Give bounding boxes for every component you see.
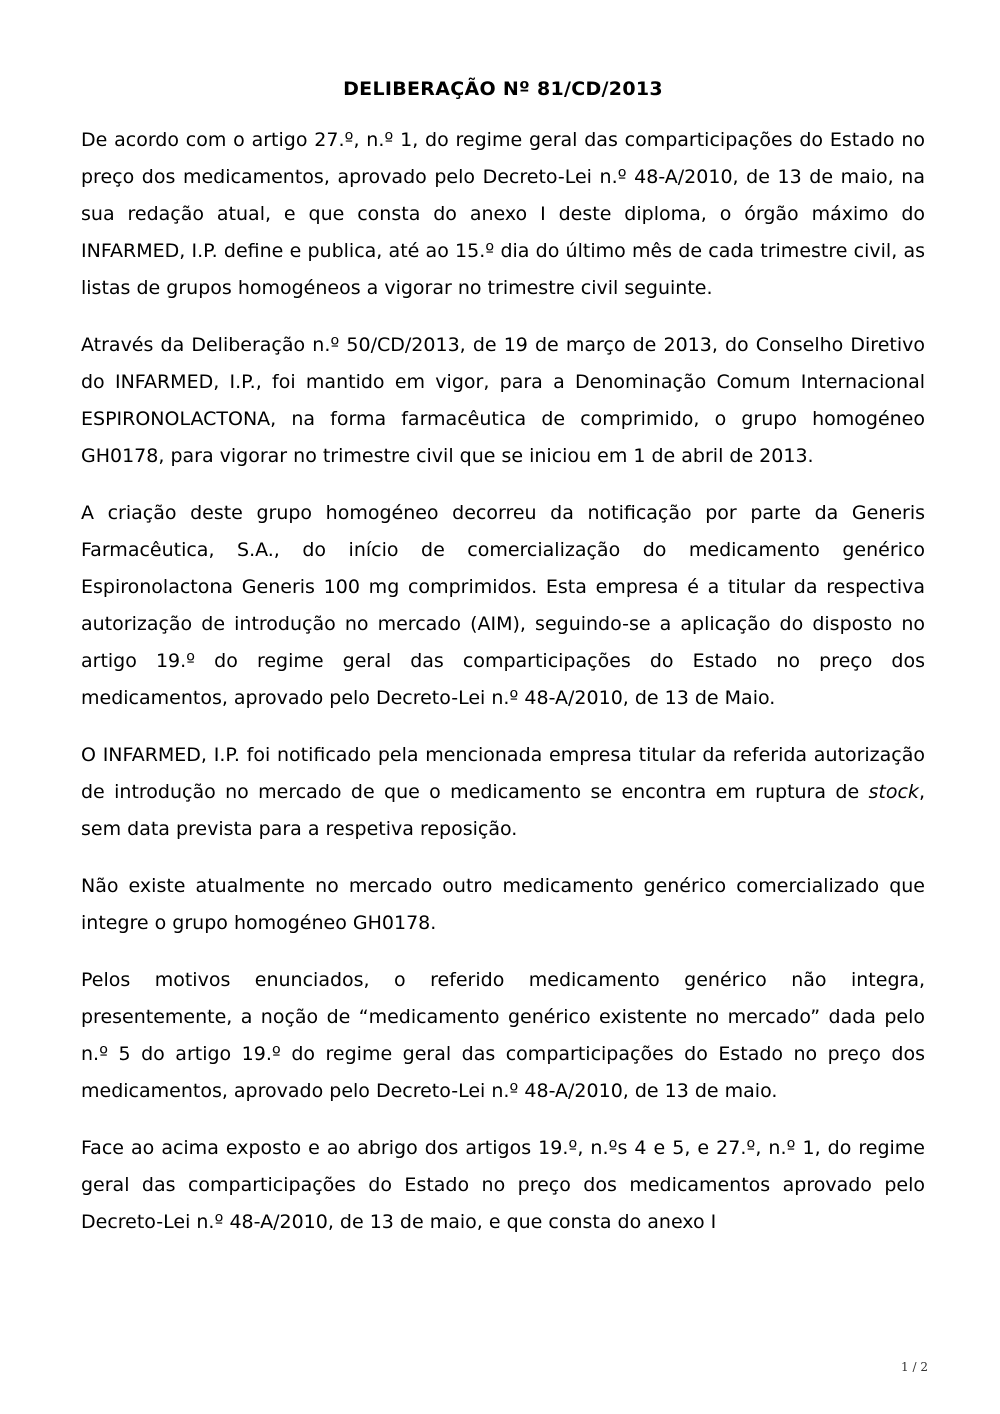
- paragraph-4-text-before: O INFARMED, I.P. foi notificado pela mencionada empresa titular da referida autorização de introdução no mercado de que o medicamento se encontra em ruptura de: [81, 744, 925, 803]
- paragraph-4-italic-stock: stock: [868, 781, 919, 803]
- paragraph-4: [81, 737, 925, 848]
- paragraph-6: Pelos motivos enunciados, o referido medicamento genérico não integra, presentemente, a noção de “medicamento genérico existente no mercado” dada pelo n.º 5 do artigo 19.º do regime geral das comparticipações do Estado no preço dos medicamentos, aprovado pelo Decreto-Lei n.º 48-A/2010, de 13 de maio.: [81, 969, 925, 1102]
- paragraph-2: Através da Deliberação n.º 50/CD/2013, de 19 de março de 2013, do Conselho Diretivo do INFARMED, I.P., foi mantido em vigor, para a Denominação Comum Internacional ESPIRONOLACTONA, na forma farmacêutica de comprimido, o grupo homogéneo GH0178, para vigorar no trimestre civil que se iniciou em 1 de abril de 2013.: [81, 334, 925, 467]
- paragraph-3: A criação deste grupo homogéneo decorreu da notificação por parte da Generis Farmacêutica, S.A., do início de comercialização do medicamento genérico Espironolactona Generis 100 mg comprimidos. Esta empresa é a titular da respectiva autorização de introdução no mercado (AIM), seguindo-se a aplicação do disposto no artigo 19.º do regime geral das comparticipações do Estado no preço dos medicamentos, aprovado pelo Decreto-Lei n.º 48-A/2010, de 13 de Maio.: [81, 502, 925, 709]
- paragraph-1: De acordo com o artigo 27.º, n.º 1, do regime geral das comparticipações do Estado no preço dos medicamentos, aprovado pelo Decreto-Lei n.º 48-A/2010, de 13 de maio, na sua redação atual, e que consta do anexo I deste diploma, o órgão máximo do INFARMED, I.P. define e publica, até ao 15.º dia do último mês de cada trimestre civil, as listas de grupos homogéneos a vigorar no trimestre civil seguinte.: [81, 129, 925, 299]
- page-number: 1 / 2: [901, 1360, 928, 1374]
- document-title: DELIBERAÇÃO Nº 81/CD/2013: [343, 78, 663, 100]
- document-page: [81, 78, 925, 1261]
- paragraph-4-text-after: , sem data prevista para a respetiva reposição.: [81, 781, 925, 840]
- paragraph-5: Não existe atualmente no mercado outro medicamento genérico comercializado que integre o grupo homogéneo GH0178.: [81, 875, 925, 934]
- paragraph-7: Face ao acima exposto e ao abrigo dos artigos 19.º, n.ºs 4 e 5, e 27.º, n.º 1, do regime geral das comparticipações do Estado no preço dos medicamentos aprovado pelo Decreto-Lei n.º 48-A/2010, de 13 de maio, e que consta do anexo I: [81, 1137, 925, 1233]
